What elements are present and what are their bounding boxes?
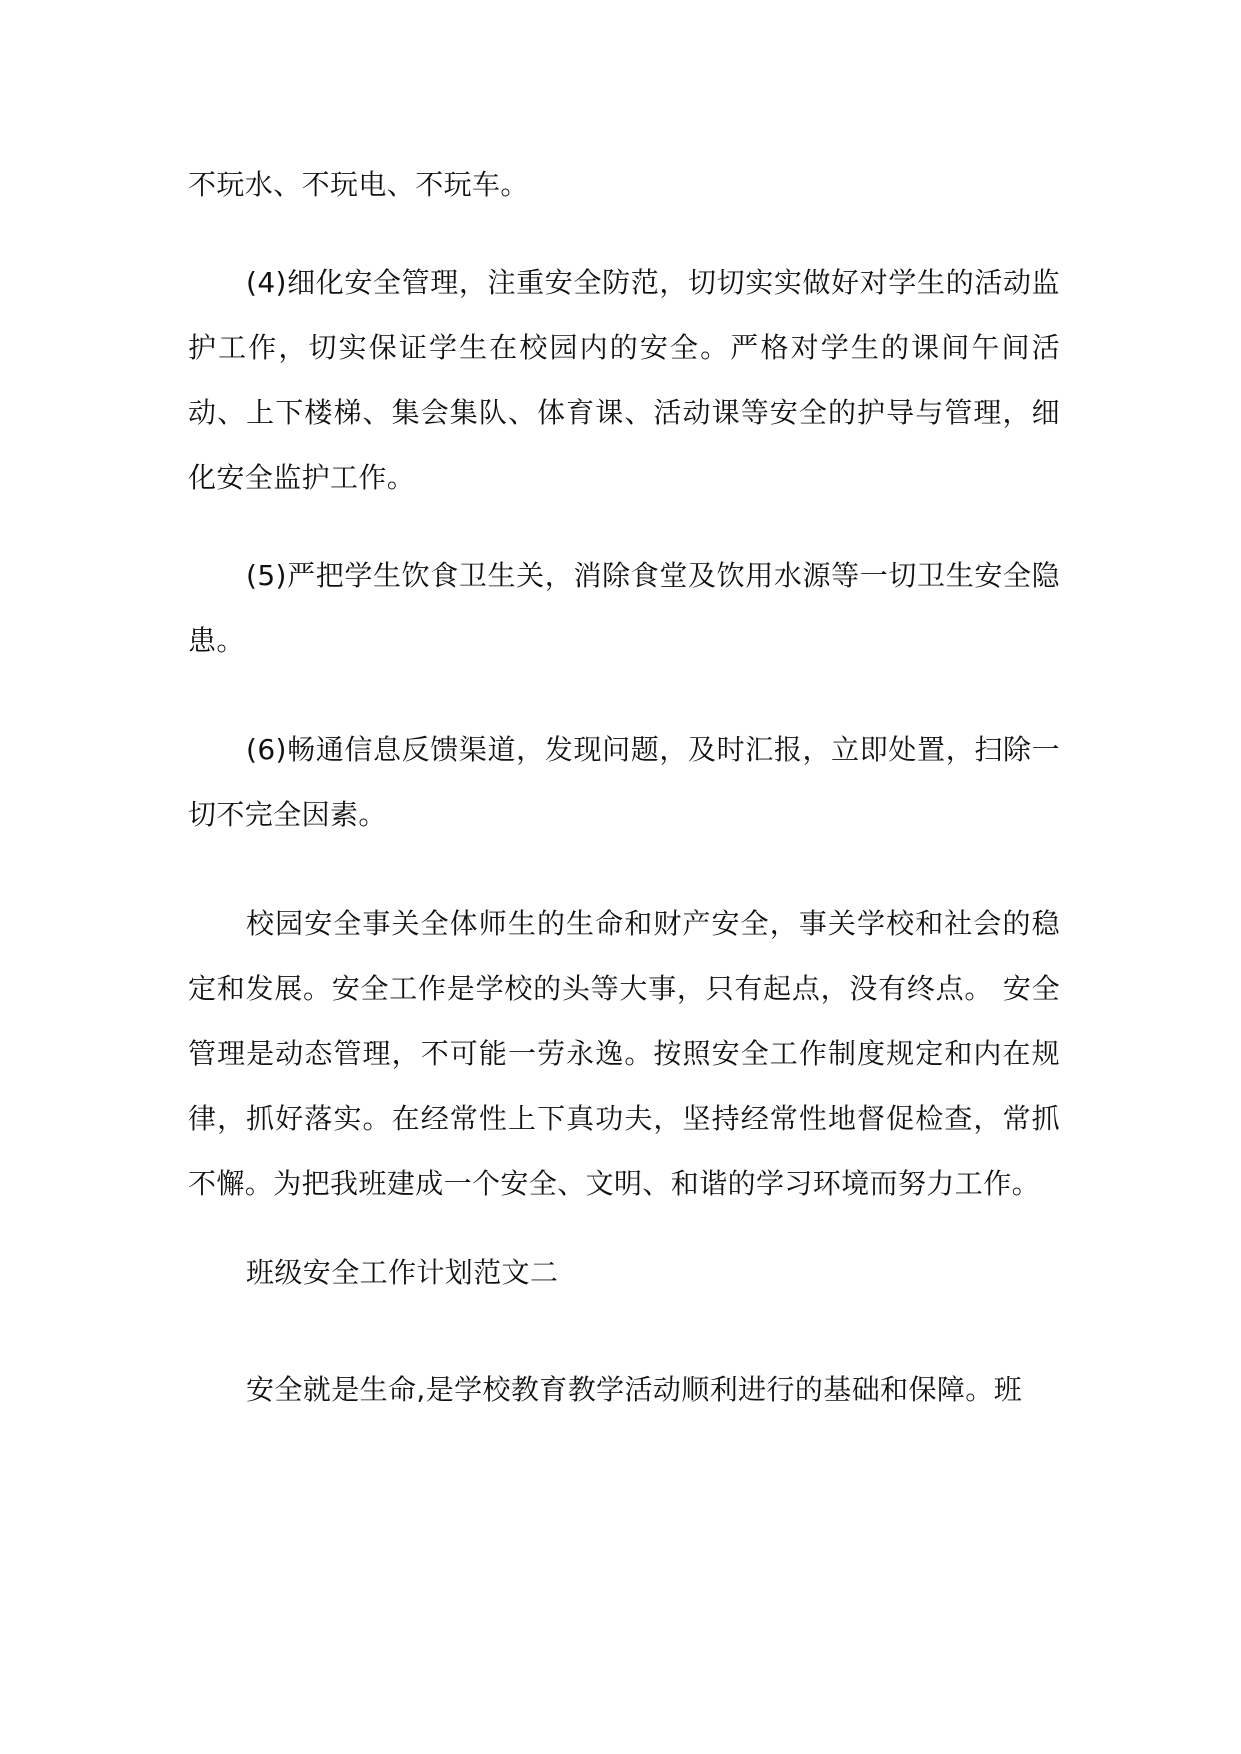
paragraph-item-5: (5)严把学生饮食卫生关，消除食堂及饮用水源等一切卫生安全隐患。 (188, 559, 1060, 657)
paragraph-continuation: 不玩水、不玩电、不玩车。 (188, 168, 529, 201)
section-heading: 班级安全工作计划范文二 (246, 1256, 559, 1289)
paragraph-intro: 安全就是生命,是学校教育教学活动顺利进行的基础和保障。班 (246, 1373, 1023, 1406)
paragraph-item-6: (6)畅通信息反馈渠道，发现问题，及时汇报，立即处置，扫除一切不完全因素。 (188, 733, 1060, 831)
paragraph-summary: 校园安全事关全体师生的生命和财产安全，事关学校和社会的稳定和发展。安全工作是学校的头等大事，只有起点，没有终点。 安全管理是动态管理，不可能一劳永逸。按照安全工作制度规定和内在规律，抓好落实。在经常性上下真功夫，坚持经常性地督促检查，常抓不懈。为把我班建成一个安全、文明、和谐的学习环境而努力工作。 (188, 907, 1060, 1200)
paragraph-item-4: (4)细化安全管理，注重安全防范，切切实实做好对学生的活动监护工作，切实保证学生在校园内的安全。严格对学生的课间午间活动、上下楼梯、集会集队、体育课、活动课等安全的护导与管理，细化安全监护工作。 (188, 266, 1060, 494)
